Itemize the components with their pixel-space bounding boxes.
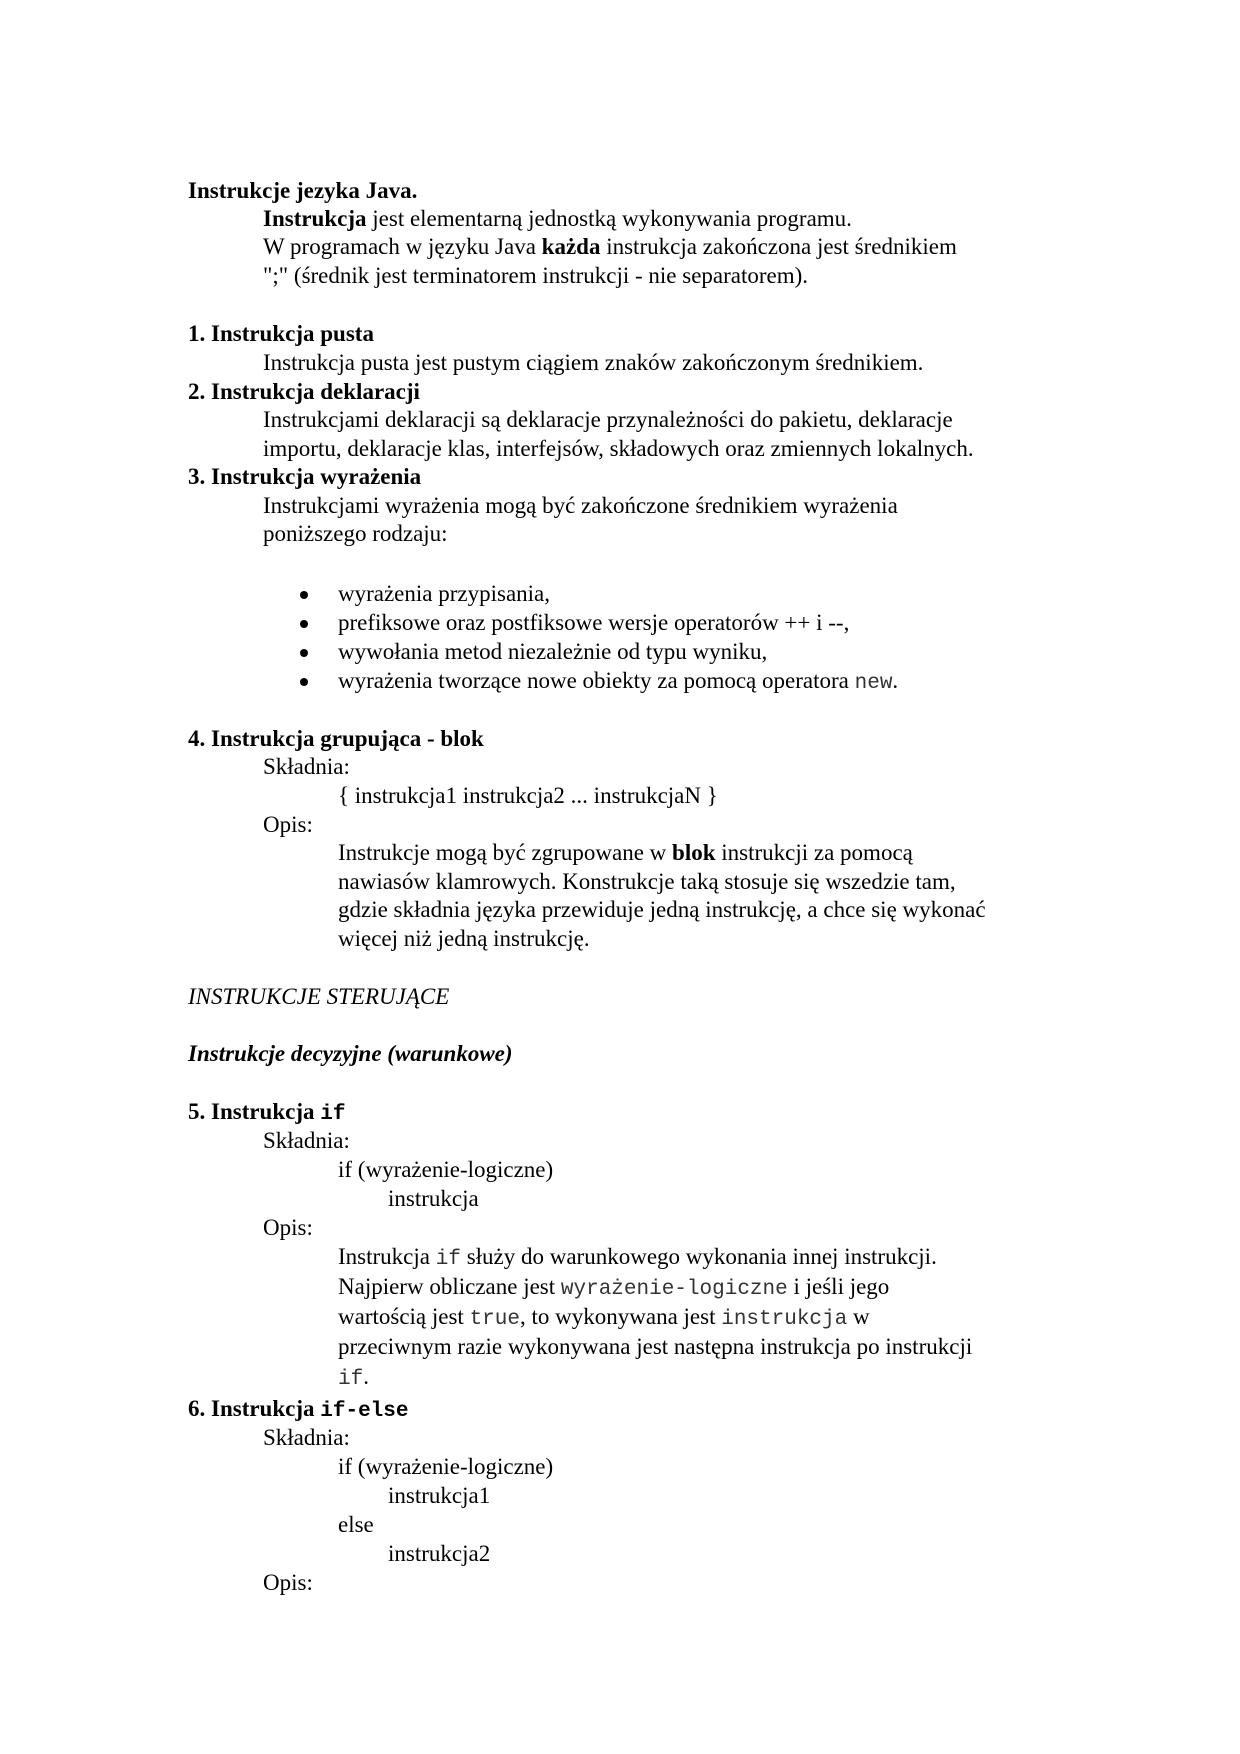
description-line xyxy=(338,1243,937,1275)
description-text: i jeśli jego xyxy=(787,1274,890,1299)
code-keyword: instrukcja xyxy=(721,1308,848,1331)
list-item-text: wyrażenia tworzące nowe obiekty za pomocą operatora xyxy=(338,668,855,693)
code-keyword: true xyxy=(469,1308,520,1331)
description-text: Instrukcja xyxy=(338,1244,436,1269)
section-4-heading: 4. Instrukcja grupująca - blok xyxy=(188,726,484,751)
intro-line-1 xyxy=(263,205,852,234)
intro-text: instrukcja zakończona jest średnikiem xyxy=(600,234,957,259)
code-keyword: if xyxy=(338,1368,364,1391)
description-line: więcej niż jedną instrukcję. xyxy=(338,926,590,951)
description-line: przeciwnym razie wykonywana jest następna instrukcja po instrukcji xyxy=(338,1334,973,1359)
bullet-dot xyxy=(300,678,308,686)
description-text: Instrukcje mogą być zgrupowane w xyxy=(338,840,673,865)
section-3-text-line-2: poniższego rodzaju: xyxy=(263,521,448,546)
section-1-heading: 1. Instrukcja pusta xyxy=(188,321,374,346)
section-6-heading xyxy=(188,1395,408,1427)
heading-text: 6. Instrukcja xyxy=(188,1396,321,1421)
list-item: prefiksowe oraz postfiksowe wersje operatorów ++ i --, xyxy=(338,610,850,635)
code-keyword: if-else xyxy=(320,1400,409,1423)
description-line: gdzie składnia języka przewiduje jedną instrukcję, a chce się wykonać xyxy=(338,897,986,922)
description-label: Opis: xyxy=(263,1570,313,1595)
control-statements-heading: INSTRUKCJE STERUJĄCE xyxy=(188,984,450,1009)
bullet-dot xyxy=(300,649,308,657)
section-5-heading xyxy=(188,1098,345,1130)
syntax-line: else xyxy=(338,1512,374,1537)
code-keyword: new xyxy=(854,672,893,695)
section-1-text: Instrukcja pusta jest pustym ciągiem znaków zakończonym średnikiem. xyxy=(263,350,924,375)
decision-statements-heading: Instrukcje decyzyjne (warunkowe) xyxy=(188,1041,513,1066)
description-line xyxy=(338,1273,889,1305)
bold-term: blok xyxy=(672,840,716,865)
syntax-label: Składnia: xyxy=(263,1128,350,1153)
intro-line-2 xyxy=(263,233,957,262)
syntax-text: { instrukcja1 instrukcja2 ... instrukcjaN } xyxy=(338,783,718,808)
intro-bold-term: Instrukcja xyxy=(263,206,367,231)
list-item xyxy=(338,667,898,699)
document-title: Instrukcje jezyka Java. xyxy=(188,178,418,203)
syntax-line: instrukcja xyxy=(388,1186,479,1211)
description-text: instrukcji za pomocą xyxy=(715,840,913,865)
code-keyword: wyrażenie-logiczne xyxy=(560,1278,788,1301)
bullet-dot xyxy=(300,620,308,628)
description-text: Najpierw obliczane jest xyxy=(338,1274,561,1299)
bullet-dot xyxy=(300,591,308,599)
list-item: wyrażenia przypisania, xyxy=(338,581,551,606)
intro-line-3: ";" (średnik jest terminatorem instrukcji - nie separatorem). xyxy=(263,263,809,288)
heading-text: 5. Instrukcja xyxy=(188,1099,321,1124)
description-line xyxy=(338,1363,369,1395)
description-text: służy do warunkowego wykonania innej instrukcji. xyxy=(460,1244,937,1269)
description-label: Opis: xyxy=(263,1215,313,1240)
description-text: w xyxy=(847,1304,870,1329)
syntax-line: if (wyrażenie-logiczne) xyxy=(338,1454,554,1479)
syntax-line: if (wyrażenie-logiczne) xyxy=(338,1157,554,1182)
list-item-text: . xyxy=(892,668,899,693)
intro-bold-term: każda xyxy=(541,234,601,259)
intro-text: jest elementarną jednostką wykonywania programu. xyxy=(366,206,852,231)
section-2-text-line-1: Instrukcjami deklaracji są deklaracje przynależności do pakietu, deklaracje xyxy=(263,407,953,432)
description-text: wartością jest xyxy=(338,1304,470,1329)
description-text: , to wykonywana jest xyxy=(520,1304,722,1329)
description-line: nawiasów klamrowych. Konstrukcje taką stosuje się wszedzie tam, xyxy=(338,869,956,894)
syntax-line: instrukcja2 xyxy=(388,1541,491,1566)
section-2-heading: 2. Instrukcja deklaracji xyxy=(188,379,420,404)
syntax-label: Składnia: xyxy=(263,1425,350,1450)
section-3-text-line-1: Instrukcjami wyrażenia mogą być zakończone średnikiem wyrażenia xyxy=(263,493,898,518)
syntax-line: instrukcja1 xyxy=(388,1483,491,1508)
code-keyword: if xyxy=(320,1103,346,1126)
description-text: . xyxy=(363,1364,369,1389)
list-item: wywołania metod niezależnie od typu wyniku, xyxy=(338,639,768,664)
section-3-heading: 3. Instrukcja wyrażenia xyxy=(188,464,422,489)
syntax-label: Składnia: xyxy=(263,754,350,779)
description-line xyxy=(338,1303,870,1335)
code-keyword: if xyxy=(435,1248,461,1271)
description-line xyxy=(338,839,913,868)
section-2-text-line-2: importu, deklaracje klas, interfejsów, składowych oraz zmiennych lokalnych. xyxy=(263,436,974,461)
description-label: Opis: xyxy=(263,812,313,837)
intro-text: W programach w języku Java xyxy=(263,234,542,259)
